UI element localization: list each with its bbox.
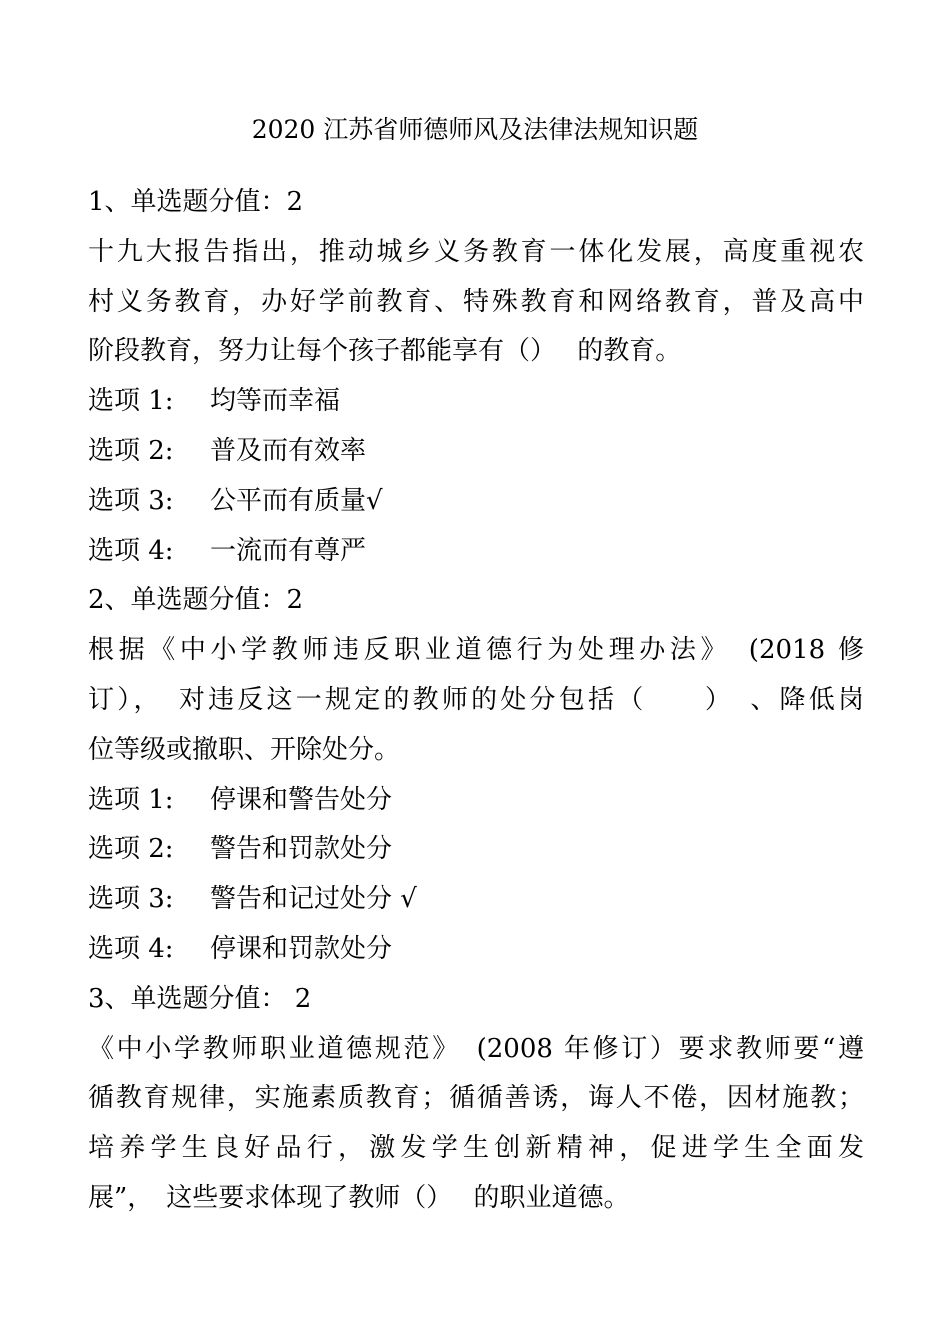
option-label: 选项 4: [88,933,174,964]
question-3-header: 3、单选题分值： 2 [88,983,312,1014]
question-2-text-line-3: 位等级或撤职、开除处分。 [88,734,401,765]
option-label: 选项 3: [88,485,174,516]
question-1-header: 1、单选题分值：2 [88,187,304,217]
question-3-text-line-1: 《中小学教师职业道德规范》 (2008 年修订）要求教师要“遵 [88,1033,864,1064]
question-2-header: 2、单选题分值：2 [88,585,304,616]
option-text: 公平而有质量√ [210,485,383,516]
question-1-option-1 [88,377,864,427]
option-text: 停课和警告处分 [210,784,393,815]
option-text: 警告和罚款处分 [210,834,393,865]
option-label: 选项 2: [88,435,174,466]
question-2-option-2 [88,825,864,875]
option-label: 选项 4: [88,535,174,566]
question-2-option-4 [88,925,864,975]
option-text: 警告和记过处分 √ [210,884,417,915]
option-text: 均等而幸福 [210,386,341,417]
question-2-text-line-2: 订）， 对违反这一规定的教师的处分包括（ ） 、降低岗 [88,684,864,715]
option-text: 停课和罚款处分 [210,933,393,964]
document-content [88,178,864,1224]
option-label: 选项 2: [88,834,174,865]
option-label: 选项 3: [88,884,174,915]
option-label: 选项 1: [88,784,174,815]
question-3-text-line-2: 循教育规律，实施素质教育；循循善诱，诲人不倦，因材施教； [88,1083,864,1114]
question-1-option-4 [88,527,864,577]
question-1-option-2 [88,427,864,477]
option-text: 一流而有尊严 [210,535,367,566]
option-label: 选项 1: [88,386,174,417]
question-2-text-line-1: 根据《中小学教师违反职业道德行为处理办法》 (2018 修 [88,635,864,666]
question-1-text-line-1: 十九大报告指出，推动城乡义务教育一体化发展，高度重视农 [88,236,864,267]
question-1-option-3 [88,477,864,527]
question-1-text-line-3: 阶段教育，努力让每个孩子都能享有（） 的教育。 [88,336,682,367]
document-title: 2020 江苏省师德师风及法律法规知识题 [251,115,699,144]
question-2-option-3 [88,875,864,925]
option-text: 普及而有效率 [210,435,367,466]
question-3-text-line-4: 展”， 这些要求体现了教师（） 的职业道德。 [88,1182,630,1213]
question-1-text-line-2: 村义务教育，办好学前教育、特殊教育和网络教育，普及高中 [88,286,864,317]
question-3-text-line-3: 培养学生良好品行，激发学生创新精神，促进学生全面发 [88,1133,864,1164]
question-2-option-1 [88,776,864,826]
